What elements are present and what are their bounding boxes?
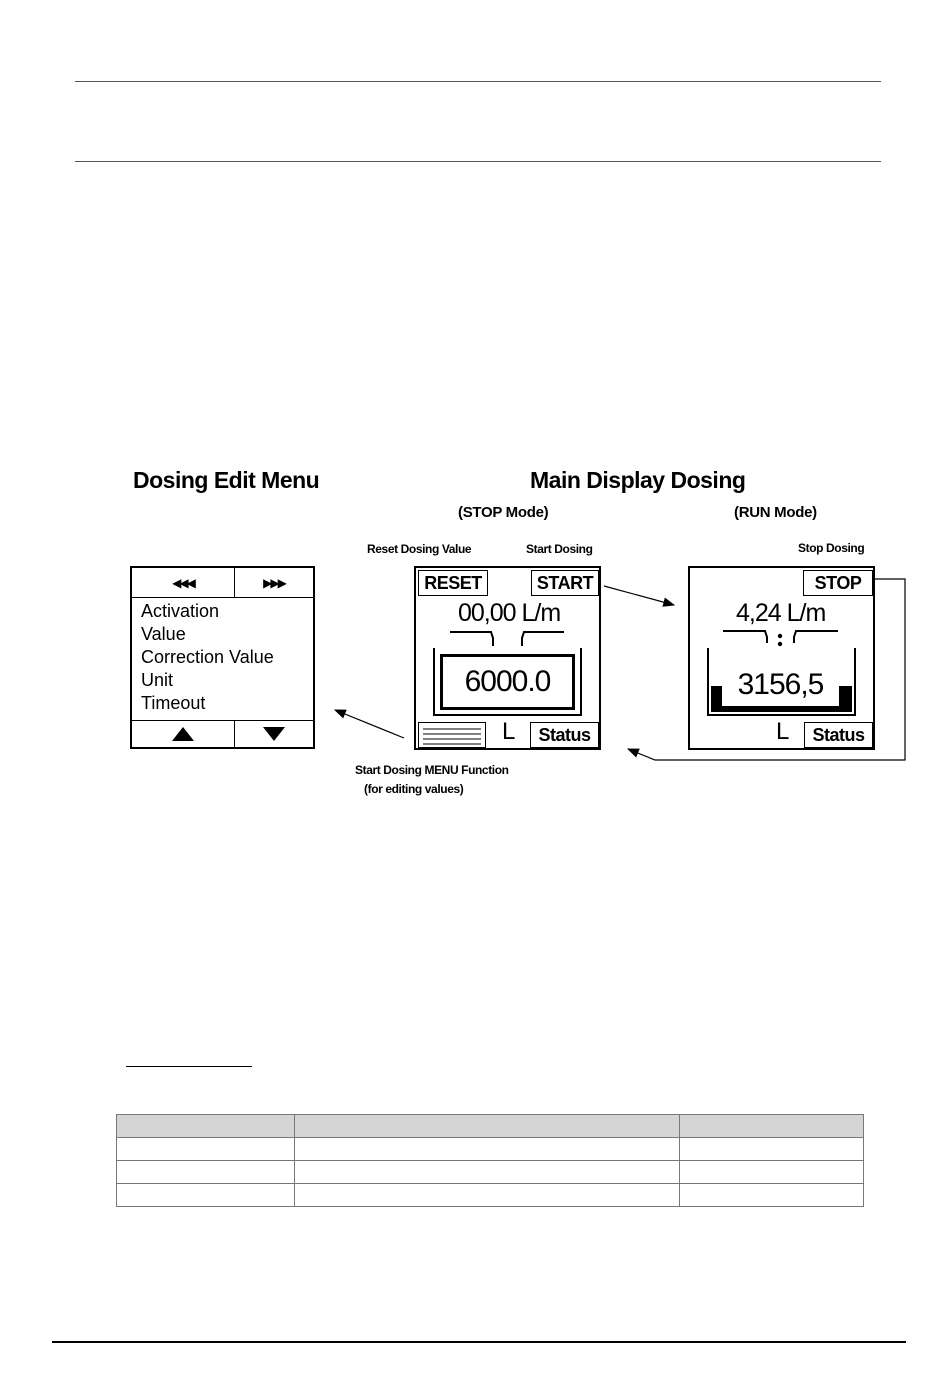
nav-back-icon: ◀◀◀: [172, 575, 194, 590]
table-cell: [117, 1115, 295, 1138]
table-cell: [680, 1184, 864, 1207]
footer-rule: [52, 1341, 906, 1343]
run-flow-rate: 4,24 L/m: [736, 599, 826, 627]
table-cell: [680, 1138, 864, 1161]
table-cell: [680, 1161, 864, 1184]
start-button-label: START: [536, 572, 594, 593]
menu-item-correction-value[interactable]: Correction Value: [141, 647, 274, 667]
stop-mode-label: (STOP Mode): [458, 504, 549, 521]
stop-to-stop-mode-arrow: [628, 579, 905, 760]
stop-unit-label: L: [502, 718, 516, 745]
start-to-run-arrow: [604, 586, 674, 605]
table-header-row: [117, 1115, 864, 1138]
table-cell: [117, 1161, 295, 1184]
run-status-label: Status: [812, 724, 865, 745]
menu-item-activation[interactable]: Activation: [141, 601, 220, 621]
stop-flow-rate: 00,00 L/m: [458, 599, 561, 627]
menu-item-value[interactable]: Value: [141, 624, 186, 644]
dosing-edit-menu-title: Dosing Edit Menu: [133, 467, 320, 493]
table-cell: [295, 1115, 680, 1138]
table-cell: [295, 1184, 680, 1207]
run-unit-label: L: [776, 718, 790, 745]
main-display-dosing-title: Main Display Dosing: [530, 467, 746, 493]
table-cell: [295, 1161, 680, 1184]
table-cell: [295, 1138, 680, 1161]
start-dosing-caption: Start Dosing: [526, 542, 593, 556]
data-table: [116, 1114, 864, 1207]
table-cell: [117, 1138, 295, 1161]
table-cell: [680, 1115, 864, 1138]
table-cell: [117, 1184, 295, 1207]
table-row: [117, 1184, 864, 1207]
nav-forward-icon: ▶▶▶: [263, 575, 285, 590]
run-dosing-value: 3156,5: [722, 664, 839, 706]
menu-function-caption: Start Dosing MENU Function: [355, 763, 509, 777]
table-row: [117, 1161, 864, 1184]
menu-to-edit-arrow: [335, 710, 404, 738]
stop-status-label: Status: [538, 724, 591, 745]
menu-function-subcaption: (for editing values): [364, 782, 464, 796]
stop-dosing-caption: Stop Dosing: [798, 541, 865, 555]
stop-dosing-value: 6000.0: [440, 654, 575, 710]
run-mode-label: (RUN Mode): [734, 504, 817, 521]
menu-item-timeout[interactable]: Timeout: [141, 693, 206, 713]
reset-button-label: RESET: [424, 572, 482, 593]
table-row: [117, 1138, 864, 1161]
menu-item-unit[interactable]: Unit: [141, 670, 174, 690]
section-heading-underline: [126, 1066, 252, 1067]
stop-button-label: STOP: [814, 572, 862, 593]
reset-dosing-value-caption: Reset Dosing Value: [367, 542, 472, 556]
